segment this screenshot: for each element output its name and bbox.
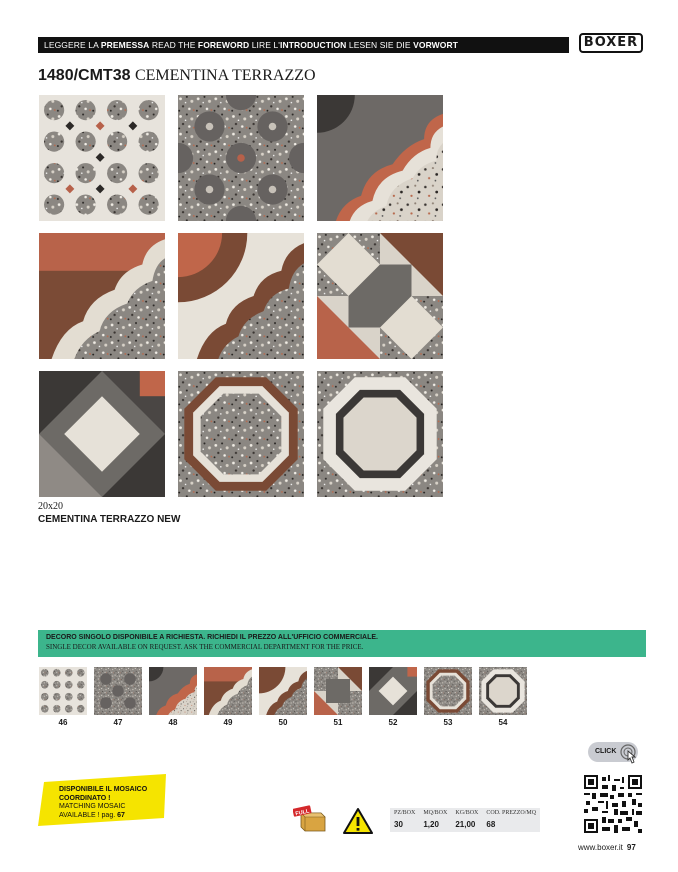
website-link[interactable]: www.boxer.it bbox=[578, 843, 623, 852]
preface-bar[interactable]: LEGGERE LA PREMESSA READ THE FOREWORD LIRE L'INTRODUCTION LESEN SIE DIE VORWORT bbox=[38, 37, 569, 53]
qr-code[interactable] bbox=[584, 775, 642, 833]
brand-logo: BOXER bbox=[579, 33, 643, 53]
tile-size: 20x20 bbox=[38, 501, 63, 512]
product-name: CEMENTINA TERRAZZO bbox=[134, 67, 316, 84]
tile-image-6 bbox=[317, 233, 443, 359]
thumb-52[interactable] bbox=[369, 667, 417, 715]
pointer-hand-icon[interactable] bbox=[619, 743, 641, 765]
product-code: 1480/CMT38 bbox=[38, 67, 131, 84]
page-number: 97 bbox=[626, 843, 636, 852]
mosaic-page-link[interactable]: 67 bbox=[117, 811, 125, 819]
thumb-47[interactable] bbox=[94, 667, 142, 715]
full-box-icon bbox=[293, 803, 329, 833]
thumb-48[interactable] bbox=[149, 667, 197, 715]
tile-image-4 bbox=[39, 233, 165, 359]
thumb-number: 53 bbox=[443, 718, 453, 727]
tile-image-8 bbox=[178, 371, 304, 497]
thumb-46[interactable] bbox=[39, 667, 87, 715]
header-price-code: COD. PREZZO/MQ bbox=[482, 808, 540, 817]
thumb-number: 49 bbox=[223, 718, 233, 727]
warning-icon bbox=[343, 807, 373, 835]
header-kg-box: KG/BOX bbox=[451, 808, 482, 817]
tile-image-7 bbox=[39, 371, 165, 497]
header-pz-box: PZ/BOX bbox=[390, 808, 419, 817]
product-full-name: CEMENTINA TERRAZZO NEW bbox=[38, 514, 181, 525]
value-kg-box: 21,00 bbox=[451, 817, 482, 832]
decor-notice bbox=[38, 630, 646, 657]
value-price-code: 68 bbox=[482, 817, 540, 832]
thumb-number: 52 bbox=[388, 718, 398, 727]
thumb-number: 48 bbox=[168, 718, 178, 727]
thumb-51[interactable] bbox=[314, 667, 362, 715]
tile-image-1 bbox=[39, 95, 165, 221]
thumb-number: 46 bbox=[58, 718, 68, 727]
thumb-number: 47 bbox=[113, 718, 123, 727]
mosaic-text[interactable]: DISPONIBILE IL MOSAICO COORDINATO ! MATCHING MOSAIC AVAILABLE ! pag. 67 bbox=[59, 786, 148, 819]
svg-text:FULL: FULL bbox=[294, 808, 310, 818]
thumb-number: 50 bbox=[278, 718, 288, 727]
page-footer bbox=[578, 843, 636, 852]
click-button[interactable]: CLICK bbox=[588, 742, 638, 762]
tile-image-2 bbox=[178, 95, 304, 221]
value-mq-box: 1,20 bbox=[419, 817, 451, 832]
thumb-number: 54 bbox=[498, 718, 508, 727]
packing-table bbox=[390, 808, 540, 832]
header-mq-box: MQ/BOX bbox=[419, 808, 451, 817]
notice-italian: DECORO SINGOLO DISPONIBILE A RICHIESTA. RICHIEDI IL PREZZO ALL'UFFICIO COMMERCIALE. bbox=[46, 634, 378, 641]
thumb-53[interactable] bbox=[424, 667, 472, 715]
thumb-number: 51 bbox=[333, 718, 343, 727]
tile-image-3 bbox=[317, 95, 443, 221]
value-pz-box: 30 bbox=[390, 817, 419, 832]
tile-image-5 bbox=[178, 233, 304, 359]
product-title bbox=[38, 67, 316, 85]
thumb-50[interactable] bbox=[259, 667, 307, 715]
thumb-49[interactable] bbox=[204, 667, 252, 715]
thumb-54[interactable] bbox=[479, 667, 527, 715]
notice-english: SINGLE DECOR AVAILABLE ON REQUEST. ASK THE COMMERCIAL DEPARTMENT FOR THE PRICE. bbox=[46, 643, 364, 651]
tile-image-9 bbox=[317, 371, 443, 497]
